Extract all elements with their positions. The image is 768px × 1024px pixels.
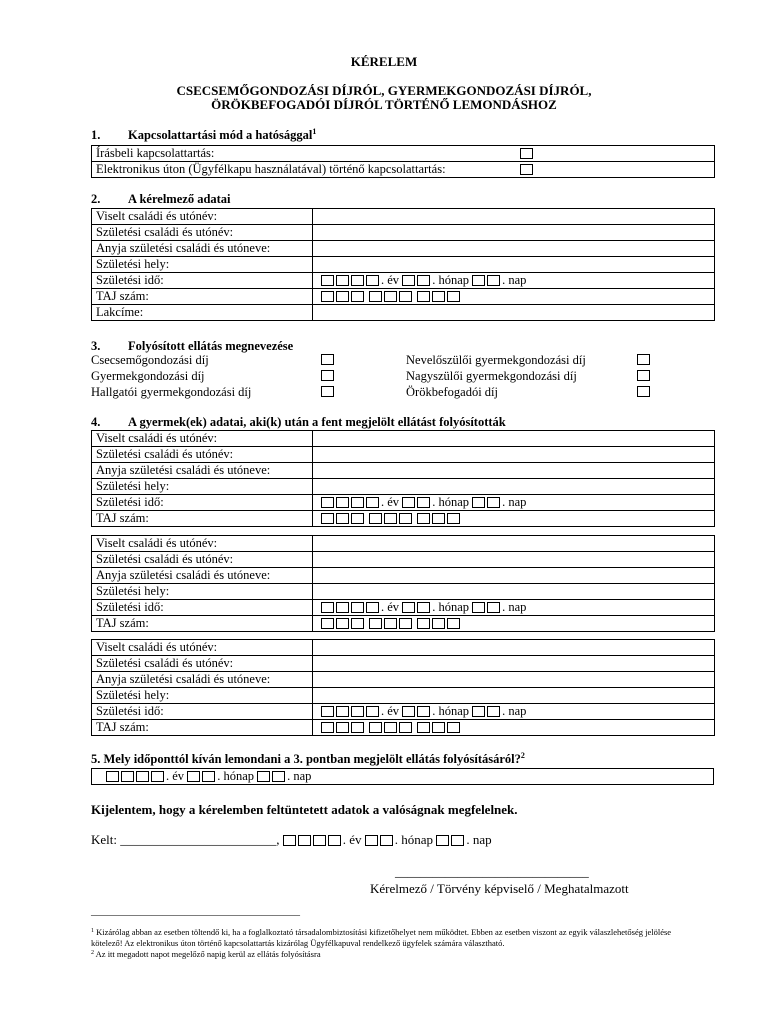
applicant-birthdate-label: Születési idő: [92, 273, 313, 289]
year-digit-box[interactable] [328, 835, 341, 846]
month-digit-box[interactable] [417, 497, 430, 508]
form-title: KÉRELEM [350, 54, 418, 69]
applicant-name-field[interactable] [313, 209, 715, 225]
section5-heading [91, 753, 525, 766]
taj-digit-box[interactable] [321, 722, 334, 733]
taj-digit-box[interactable] [351, 291, 364, 302]
footnote-1-text: Kizárólag abban az esetben töltendő ki, ha a foglalkoztató társadalombiztosítási kifizetőhelyet nem működtet. Ebben az esetben viszont az egyik válaszlehetőség jelölése kötelező! Az elektronikus úton történő kapcsolattartás kizárólag Ügyfélkapuval rendelkező ügyfelek számára választható. [91, 927, 672, 948]
year-digit-box[interactable] [283, 835, 296, 846]
child-birth-name-label: Születési családi és utónév: [92, 447, 313, 463]
footnote-1 [91, 927, 691, 949]
day-digit-box[interactable] [487, 497, 500, 508]
child3-table [91, 639, 715, 736]
day-digit-box[interactable] [487, 706, 500, 717]
taj-digit-box[interactable] [384, 722, 397, 733]
section3-number: 3. [91, 339, 101, 353]
child-birthplace-field[interactable] [313, 479, 715, 495]
child-birthdate-label: Születési idő: [92, 600, 313, 616]
taj-digit-box[interactable] [417, 618, 430, 629]
applicant-address-field[interactable] [313, 305, 715, 321]
year-label: . év [381, 704, 400, 719]
child-mother-name-field[interactable] [313, 568, 715, 584]
year-digit-box[interactable] [321, 602, 334, 613]
form-subtitle-line2: ÖRÖKBEFOGADÓI DÍJRÓL TÖRTÉNŐ LEMONDÁSHOZ [211, 97, 557, 112]
month-label: . hónap [394, 832, 434, 847]
taj-digit-box[interactable] [336, 722, 349, 733]
child-birthdate-field [313, 495, 715, 511]
taj-digit-box[interactable] [321, 291, 334, 302]
child-birth-name-label: Születési családi és utónév: [92, 656, 313, 672]
day-digit-box[interactable] [257, 771, 270, 782]
taj-digit-box[interactable] [447, 513, 460, 524]
section1-title: Kapcsolattartási mód a hatósággal [128, 128, 313, 142]
year-digit-box[interactable] [351, 497, 364, 508]
benefit-adoptive-checkbox[interactable] [637, 386, 650, 397]
taj-digit-box[interactable] [384, 618, 397, 629]
taj-digit-box[interactable] [369, 513, 382, 524]
taj-digit-box[interactable] [432, 513, 445, 524]
child-birth-name-field[interactable] [313, 656, 715, 672]
footnotes [91, 927, 691, 960]
applicant-mother-name-field[interactable] [313, 241, 715, 257]
year-digit-box[interactable] [336, 706, 349, 717]
child-birthdate-label: Születési idő: [92, 495, 313, 511]
day-digit-box[interactable] [451, 835, 464, 846]
footnote-2 [91, 949, 691, 960]
year-digit-box[interactable] [321, 275, 334, 286]
child-birth-name-label: Születési családi és utónév: [92, 552, 313, 568]
contact-electronic-checkbox[interactable] [520, 164, 533, 175]
child-taj-label: TAJ szám: [92, 511, 313, 527]
year-digit-box[interactable] [151, 771, 164, 782]
month-digit-box[interactable] [402, 602, 415, 613]
benefit-childcare-label: Gyermekgondozási díj [91, 369, 205, 383]
day-digit-box[interactable] [487, 275, 500, 286]
child-mother-name-label: Anyja születési családi és utóneve: [92, 672, 313, 688]
footnote-2-text: Az itt megadott napot megelőző napig kerül az ellátás folyósításra [95, 949, 321, 959]
waiver-date-field [92, 769, 714, 785]
child-birthplace-label: Születési hely: [92, 584, 313, 600]
child-name-field[interactable] [313, 536, 715, 552]
section4-title: A gyermek(ek) adatai, aki(k) után a fent megjelölt ellátást folyósították [128, 415, 506, 429]
taj-digit-box[interactable] [447, 291, 460, 302]
footnote-rule: ______________________________________ [91, 905, 300, 917]
child-mother-name-label: Anyja születési családi és utóneve: [92, 568, 313, 584]
footnote-ref-1: 1 [312, 127, 317, 136]
year-label: . év [342, 832, 362, 847]
month-digit-box[interactable] [417, 275, 430, 286]
child-birthplace-label: Születési hely: [92, 479, 313, 495]
day-label: . nap [502, 600, 527, 615]
child-name-label: Viselt családi és utónév: [92, 536, 313, 552]
year-digit-box[interactable] [321, 497, 334, 508]
kelt-place-field[interactable]: ________________________, [120, 832, 280, 847]
applicant-birthdate-field [313, 273, 715, 289]
signature-label: Kérelmező / Törvény képviselő / Meghatalmazott [370, 881, 629, 896]
year-digit-box[interactable] [351, 602, 364, 613]
month-label: . hónap [432, 600, 469, 615]
benefit-adoptive-label: Örökbefogadói díj [406, 385, 498, 399]
day-digit-box[interactable] [272, 771, 285, 782]
year-digit-box[interactable] [366, 706, 379, 717]
month-digit-box[interactable] [402, 706, 415, 717]
section2-number: 2. [91, 192, 101, 206]
child-taj-field [313, 720, 715, 736]
month-label: . hónap [432, 495, 469, 510]
section2-heading [91, 193, 231, 206]
child-taj-label: TAJ szám: [92, 720, 313, 736]
kelt-label: Kelt: [91, 832, 117, 847]
child-birthplace-field[interactable] [313, 688, 715, 704]
month-digit-box[interactable] [417, 706, 430, 717]
taj-digit-box[interactable] [417, 513, 430, 524]
year-digit-box[interactable] [336, 275, 349, 286]
day-label: . nap [502, 495, 527, 510]
year-digit-box[interactable] [351, 275, 364, 286]
taj-digit-box[interactable] [351, 722, 364, 733]
year-digit-box[interactable] [336, 602, 349, 613]
taj-digit-box[interactable] [384, 513, 397, 524]
taj-digit-box[interactable] [399, 513, 412, 524]
day-digit-box[interactable] [472, 602, 485, 613]
year-digit-box[interactable] [351, 706, 364, 717]
footnote-ref-2: 2 [520, 751, 525, 760]
benefit-student-childcare-checkbox[interactable] [321, 386, 334, 397]
child2-table [91, 535, 715, 632]
taj-digit-box[interactable] [336, 291, 349, 302]
year-digit-box[interactable] [366, 602, 379, 613]
day-digit-box[interactable] [472, 706, 485, 717]
child-birth-name-field[interactable] [313, 552, 715, 568]
child-taj-field [313, 511, 715, 527]
year-digit-box[interactable] [298, 835, 311, 846]
child-taj-field [313, 616, 715, 632]
declaration-text: Kijelentem, hogy a kérelemben feltüntetett adatok a valóságnak megfelelnek. [91, 802, 518, 817]
year-digit-box[interactable] [336, 497, 349, 508]
section5-title: 5. Mely időponttól kíván lemondani a 3. pontban megjelölt ellátás folyósításáról? [91, 752, 521, 766]
benefit-foster-parent-checkbox[interactable] [637, 354, 650, 365]
year-digit-box[interactable] [366, 275, 379, 286]
form-subtitle-line1: CSECSEMŐGONDOZÁSI DÍJRÓL, GYERMEKGONDOZÁSI DÍJRÓL, [176, 83, 592, 98]
applicant-table [91, 208, 715, 321]
applicant-name-label: Viselt családi és utónév: [92, 209, 313, 225]
applicant-birthplace-field[interactable] [313, 257, 715, 273]
child-name-label: Viselt családi és utónév: [92, 431, 313, 447]
footnote-2-marker: 2 [91, 950, 94, 956]
benefit-grandparent-label: Nagyszülői gyermekgondozási díj [406, 369, 577, 383]
child-mother-name-field[interactable] [313, 463, 715, 479]
day-digit-box[interactable] [436, 835, 449, 846]
child-mother-name-label: Anyja születési családi és utóneve: [92, 463, 313, 479]
taj-digit-box[interactable] [321, 618, 334, 629]
child-name-label: Viselt családi és utónév: [92, 640, 313, 656]
waiver-date-table [91, 768, 714, 785]
day-label: . nap [502, 704, 527, 719]
taj-digit-box[interactable] [399, 618, 412, 629]
child-birthdate-label: Születési idő: [92, 704, 313, 720]
benefit-childcare-checkbox[interactable] [321, 370, 334, 381]
day-digit-box[interactable] [472, 497, 485, 508]
taj-digit-box[interactable] [417, 291, 430, 302]
taj-digit-box[interactable] [369, 291, 382, 302]
contact-written-label: Írásbeli kapcsolattartás: [92, 146, 505, 162]
year-digit-box[interactable] [121, 771, 134, 782]
month-digit-box[interactable] [202, 771, 215, 782]
applicant-taj-field [313, 289, 715, 305]
taj-digit-box[interactable] [369, 618, 382, 629]
month-label: . hónap [432, 273, 469, 288]
day-digit-box[interactable] [472, 275, 485, 286]
year-digit-box[interactable] [136, 771, 149, 782]
taj-digit-box[interactable] [351, 618, 364, 629]
taj-digit-box[interactable] [447, 618, 460, 629]
contact-method-table [91, 145, 715, 178]
footnote-1-marker: 1 [91, 928, 94, 934]
applicant-taj-label: TAJ szám: [92, 289, 313, 305]
benefit-grandparent-checkbox[interactable] [637, 370, 650, 381]
section4-heading [91, 416, 506, 429]
year-digit-box[interactable] [321, 706, 334, 717]
taj-digit-box[interactable] [336, 513, 349, 524]
applicant-birthplace-label: Születési hely: [92, 257, 313, 273]
month-digit-box[interactable] [417, 602, 430, 613]
taj-digit-box[interactable] [432, 722, 445, 733]
month-label: . hónap [432, 704, 469, 719]
taj-digit-box[interactable] [417, 722, 430, 733]
year-label: . év [166, 769, 185, 784]
year-label: . év [381, 273, 400, 288]
taj-digit-box[interactable] [399, 291, 412, 302]
benefit-student-childcare-label: Hallgatói gyermekgondozási díj [91, 385, 252, 399]
taj-digit-box[interactable] [369, 722, 382, 733]
taj-digit-box[interactable] [432, 291, 445, 302]
child-birthplace-label: Születési hely: [92, 688, 313, 704]
year-digit-box[interactable] [313, 835, 326, 846]
applicant-mother-name-label: Anyja születési családi és utóneve: [92, 241, 313, 257]
month-digit-box[interactable] [187, 771, 200, 782]
child-mother-name-field[interactable] [313, 672, 715, 688]
applicant-birth-name-field[interactable] [313, 225, 715, 241]
contact-electronic-label: Elektronikus úton (Ügyfélkapu használatával) történő kapcsolattartás: [92, 162, 505, 178]
signature-line[interactable]: _______________________________ [395, 865, 589, 879]
year-label: . év [381, 495, 400, 510]
section3-heading [91, 340, 293, 353]
section1-heading [91, 129, 316, 142]
taj-digit-box[interactable] [321, 513, 334, 524]
section1-number: 1. [91, 128, 101, 142]
day-digit-box[interactable] [487, 602, 500, 613]
benefit-foster-parent-label: Nevelőszülői gyermekgondozási díj [406, 353, 586, 367]
taj-digit-box[interactable] [351, 513, 364, 524]
taj-digit-box[interactable] [432, 618, 445, 629]
child-birthdate-field [313, 600, 715, 616]
section4-number: 4. [91, 415, 101, 429]
section2-title: A kérelmező adatai [128, 192, 231, 206]
day-label: . nap [287, 769, 312, 784]
applicant-birth-name-label: Születési családi és utónév: [92, 225, 313, 241]
taj-digit-box[interactable] [384, 291, 397, 302]
applicant-address-label: Lakcíme: [92, 305, 313, 321]
taj-digit-box[interactable] [447, 722, 460, 733]
child-name-field[interactable] [313, 431, 715, 447]
month-digit-box[interactable] [365, 835, 378, 846]
year-digit-box[interactable] [366, 497, 379, 508]
taj-digit-box[interactable] [336, 618, 349, 629]
child1-table [91, 430, 715, 527]
taj-digit-box[interactable] [399, 722, 412, 733]
year-digit-box[interactable] [106, 771, 119, 782]
child-birthplace-field[interactable] [313, 584, 715, 600]
day-label: . nap [502, 273, 527, 288]
child-birthdate-field [313, 704, 715, 720]
year-label: . év [381, 600, 400, 615]
day-label: . nap [466, 832, 492, 847]
month-label: . hónap [217, 769, 254, 784]
section3-title: Folyósított ellátás megnevezése [128, 339, 294, 353]
month-digit-box[interactable] [402, 497, 415, 508]
child-name-field[interactable] [313, 640, 715, 656]
benefit-infant-care-label: Csecsemőgondozási díj [91, 353, 209, 367]
child-birth-name-field[interactable] [313, 447, 715, 463]
benefit-infant-care-checkbox[interactable] [321, 354, 334, 365]
child-taj-label: TAJ szám: [92, 616, 313, 632]
contact-written-checkbox[interactable] [520, 148, 533, 159]
month-digit-box[interactable] [380, 835, 393, 846]
month-digit-box[interactable] [402, 275, 415, 286]
kelt-row [91, 833, 492, 846]
